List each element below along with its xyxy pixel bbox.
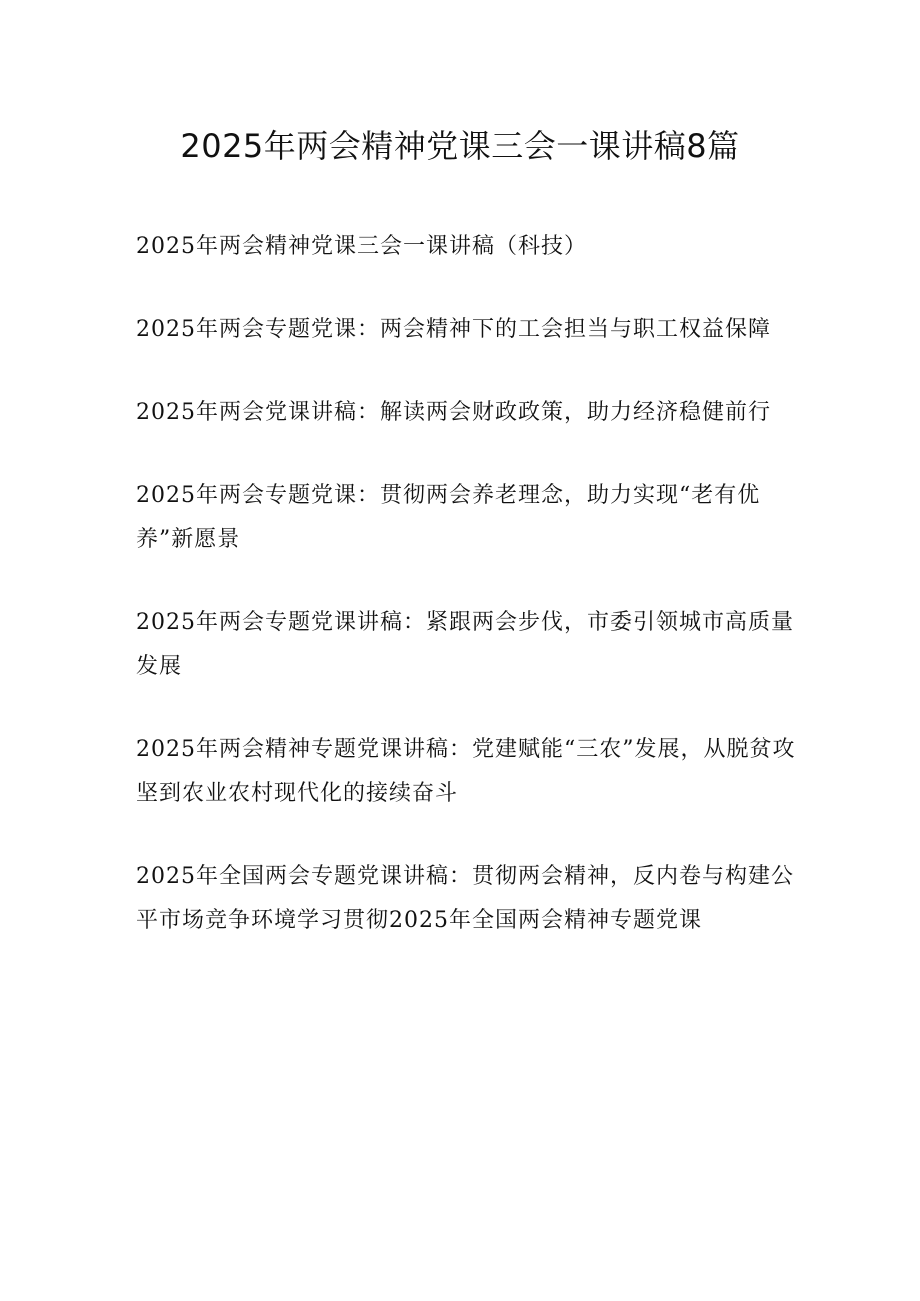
article-title-5: 2025年两会专题党课讲稿：紧跟两会步伐，市委引领城市高质量发展: [136, 610, 794, 679]
article-title-1: 2025年两会精神党课三会一课讲稿（科技）: [136, 234, 587, 259]
article-title-2: 2025年两会专题党课：两会精神下的工会担当与职工权益保障: [136, 317, 771, 342]
article-title-4: 2025年两会专题党课：贯彻两会养老理念，助力实现“老有优养”新愿景: [136, 483, 761, 552]
article-title-7: 2025年全国两会专题党课讲稿：贯彻两会精神，反内卷与构建公平市场竞争环境学习贯彻2025年全国两会精神专题党课: [136, 864, 794, 933]
article-list: [136, 225, 796, 982]
article-title-3: 2025年两会党课讲稿：解读两会财政政策，助力经济稳健前行: [136, 400, 771, 425]
article-title-6: 2025年两会精神专题党课讲稿：党建赋能“三农”发展，从脱贫攻坚到农业农村现代化的接续奋斗: [136, 737, 796, 806]
document-title: 2025年两会精神党课三会一课讲稿8篇: [180, 127, 740, 165]
